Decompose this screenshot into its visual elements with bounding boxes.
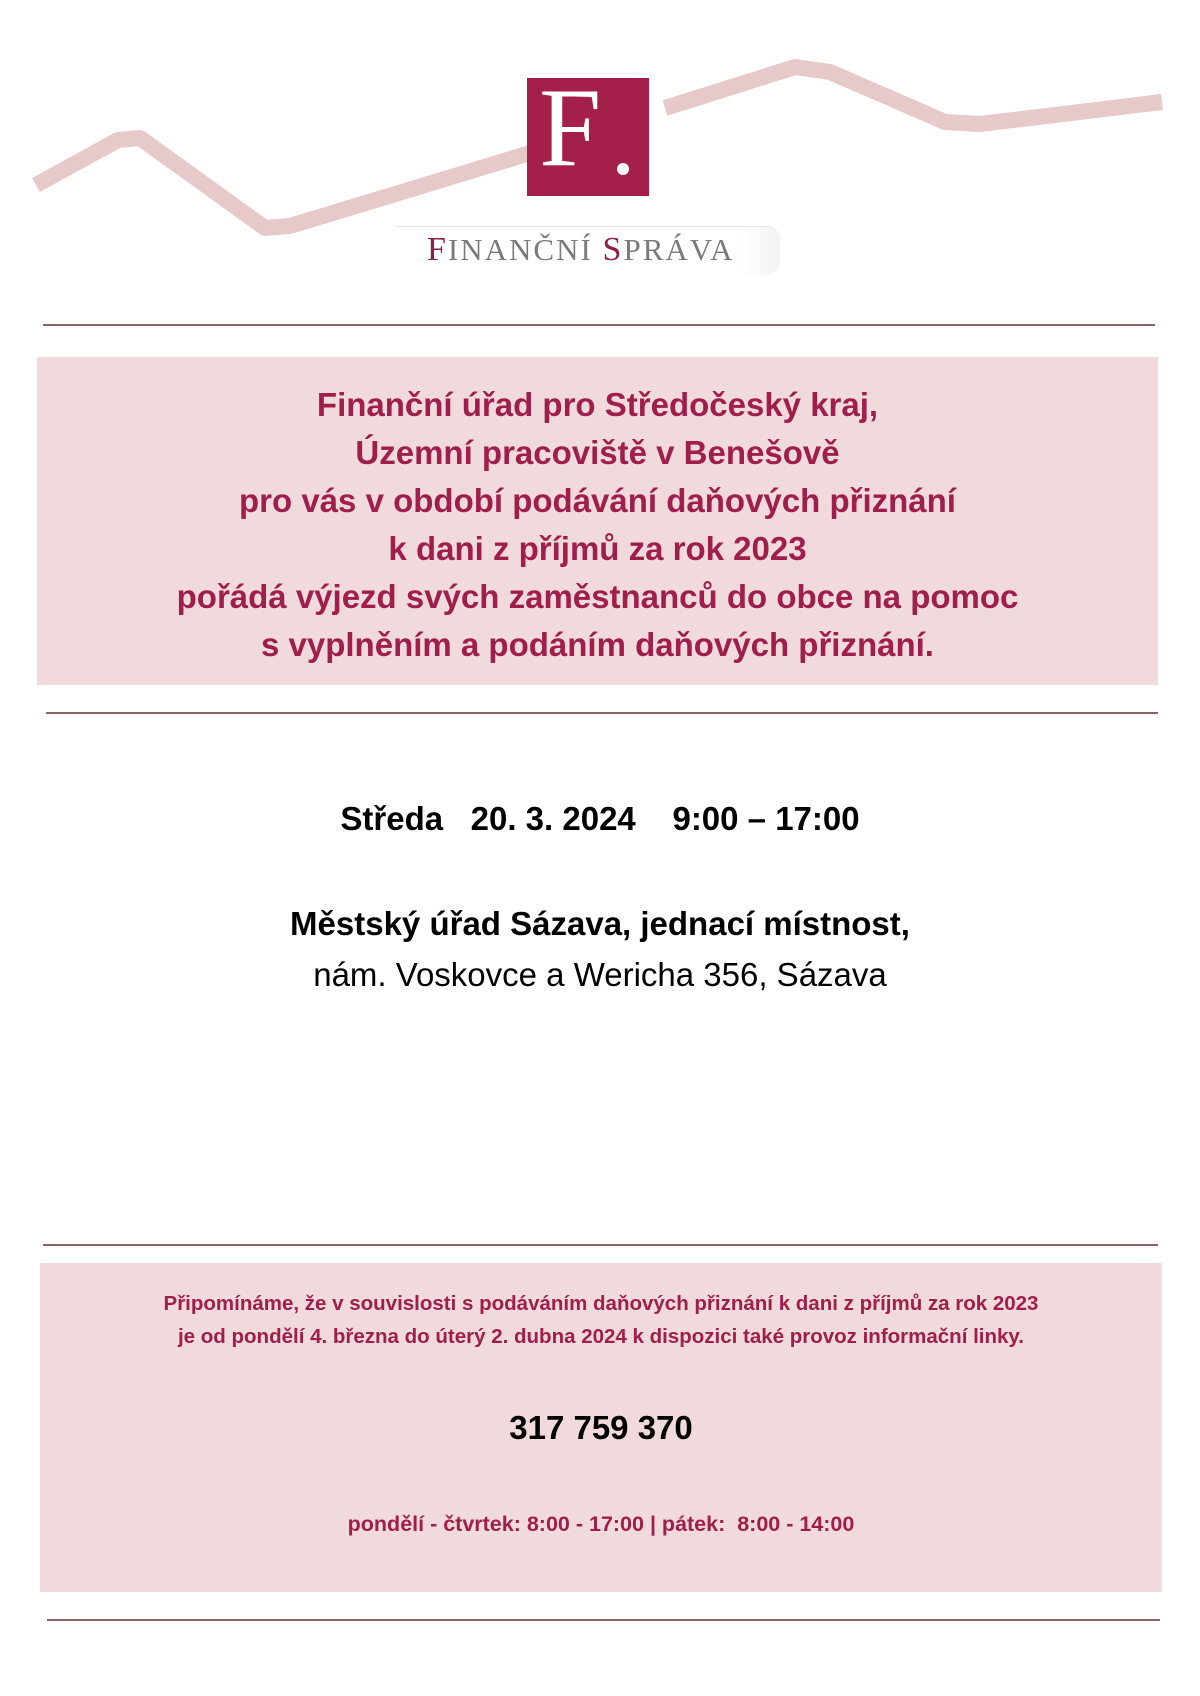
intro-line: pro vás v období podávání daňových přiznání — [239, 482, 956, 519]
intro-line: s vyplněním a podáním daňových přiznání. — [261, 626, 934, 663]
hotline-hours: pondělí - čtvrtek: 8:00 - 17:00 | pátek: 8:00 - 14:00 — [347, 1512, 855, 1536]
event-address: nám. Voskovce a Wericha 356, Sázava — [313, 956, 887, 993]
reminder-line: Připomínáme, že v souvislosti s podáváním daňových přiznání k dani z příjmů za rok 2023 — [163, 1292, 1039, 1315]
wordmark-initial-f: F — [427, 231, 448, 268]
logo-wordmark — [395, 226, 780, 275]
wordmark-sprava: PRÁVA — [623, 232, 735, 267]
divider-top — [43, 324, 1155, 326]
info-box — [40, 1263, 1162, 1592]
intro-text — [37, 381, 1158, 669]
event-date: 20. 3. 2024 — [470, 800, 636, 837]
intro-line: Územní pracoviště v Benešově — [355, 434, 840, 471]
intro-line: Finanční úřad pro Středočeský kraj, — [316, 386, 879, 423]
intro-line: pořádá výjezd svých zaměstnanců do obce na pomoc — [176, 578, 1019, 615]
event-venue: Městský úřad Sázava, jednací místnost, — [290, 905, 910, 942]
reminder-line: je od pondělí 4. března do úterý 2. dubna 2024 k dispozici také provoz informační linky. — [177, 1325, 1024, 1348]
wordmark-initial-s: S — [602, 231, 624, 268]
event-day: Středa — [340, 800, 444, 837]
intro-box — [37, 357, 1158, 685]
divider-bottom — [47, 1619, 1160, 1621]
event-datetime — [0, 800, 1200, 838]
hotline-reminder — [40, 1287, 1162, 1353]
logo-dot-icon — [617, 163, 629, 175]
logo-mark — [527, 66, 649, 196]
divider-after-intro — [46, 712, 1158, 714]
hotline-phone-number: 317 759 370 — [509, 1409, 693, 1446]
logo-wordmark-text — [427, 231, 735, 269]
wordmark-financni: INANČNÍ — [447, 232, 593, 267]
divider-before-info — [43, 1244, 1158, 1246]
logo-letter: F — [539, 66, 602, 190]
intro-line: k dani z příjmů za rok 2023 — [388, 530, 807, 567]
event-time: 9:00 – 17:00 — [672, 800, 860, 837]
